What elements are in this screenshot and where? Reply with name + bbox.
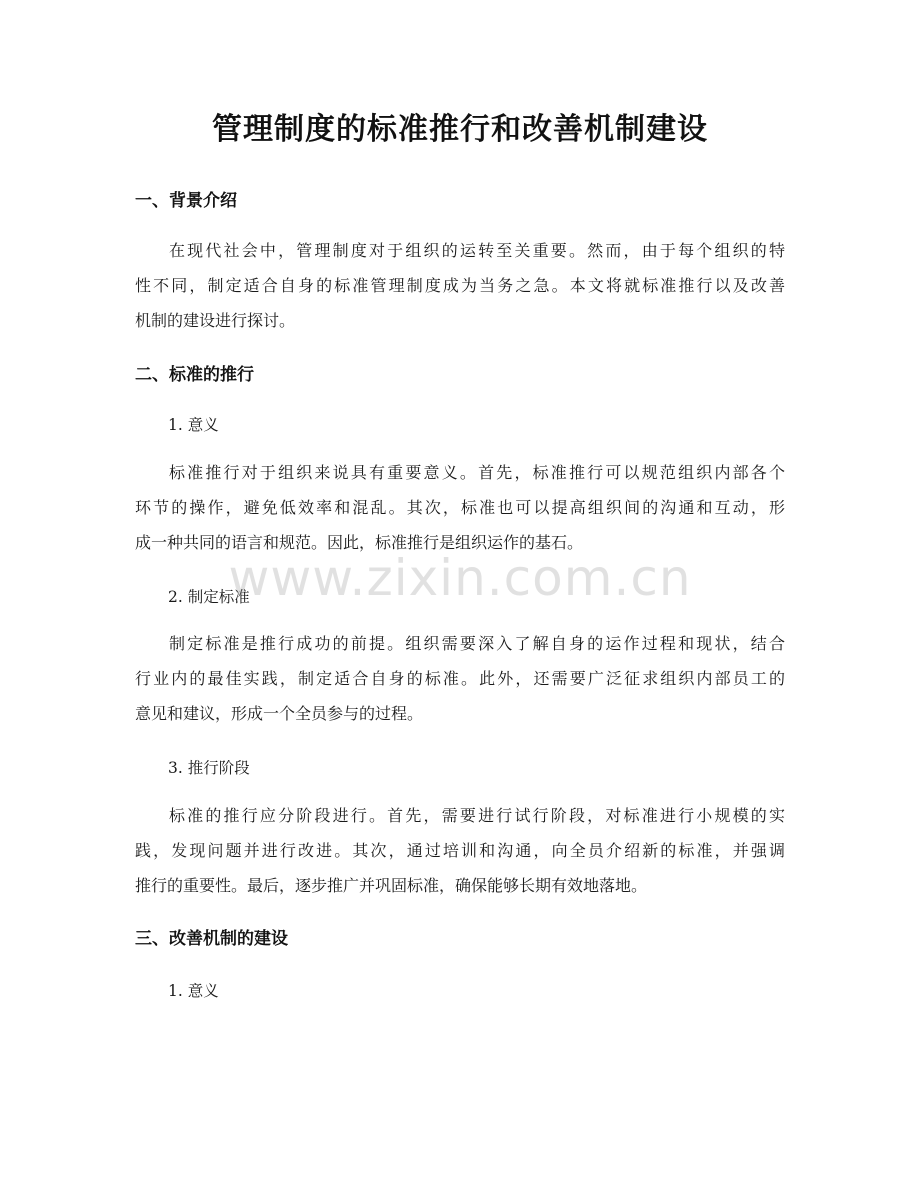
paragraph-line: 标准的推行应分阶段进行。首先，需要进行试行阶段，对标准进行小规模的实 — [169, 806, 785, 825]
paragraph-line: 机制的建设进行探讨。 — [135, 311, 296, 330]
paragraph-line: 推行的重要性。最后，逐步推广并巩固标准，确保能够长期有效地落地。 — [135, 876, 648, 895]
subheading-improvement-significance: 1. 意义 — [168, 982, 219, 1000]
paragraph-line: 在现代社会中，管理制度对于组织的运转至关重要。然而，由于每个组织的特 — [169, 241, 785, 260]
document-title: 管理制度的标准推行和改善机制建设 — [212, 112, 708, 147]
paragraph-line: 制定标准是推行成功的前提。组织需要深入了解自身的运作过程和现状，结合 — [169, 634, 785, 653]
paragraph-line: 践，发现问题并进行改进。其次，通过培训和沟通，向全员介绍新的标准，并强调 — [135, 841, 785, 860]
paragraph-line: 环节的操作，避免低效率和混乱。其次，标准也可以提高组织间的沟通和互动，形 — [135, 498, 785, 517]
watermark: www.zixin.com.cn — [228, 549, 692, 607]
paragraph-background — [135, 233, 785, 338]
section-heading-background: 一、背景介绍 — [135, 191, 237, 211]
paragraph-line: 标准推行对于组织来说具有重要意义。首先，标准推行可以规范组织内部各个 — [169, 463, 785, 482]
paragraph-line: 性不同，制定适合自身的标准管理制度成为当务之急。本文将就标准推行以及改善 — [135, 276, 785, 295]
subheading-rollout-phases: 3. 推行阶段 — [168, 759, 250, 777]
subheading-establish-standards: 2. 制定标准 — [168, 588, 250, 606]
section-heading-improvement-mechanism: 三、改善机制的建设 — [135, 929, 288, 949]
section-heading-standard-rollout: 二、标准的推行 — [135, 365, 254, 385]
paragraph-line: 成一种共同的语言和规范。因此，标准推行是组织运作的基石。 — [135, 533, 584, 552]
paragraph-rollout-phases — [135, 798, 785, 903]
paragraph-establish-standards — [135, 626, 785, 731]
paragraph-significance — [135, 455, 785, 560]
subheading-significance: 1. 意义 — [168, 416, 219, 434]
paragraph-line: 行业内的最佳实践，制定适合自身的标准。此外，还需要广泛征求组织内部员工的 — [135, 669, 785, 688]
paragraph-line: 意见和建议，形成一个全员参与的过程。 — [135, 704, 424, 723]
